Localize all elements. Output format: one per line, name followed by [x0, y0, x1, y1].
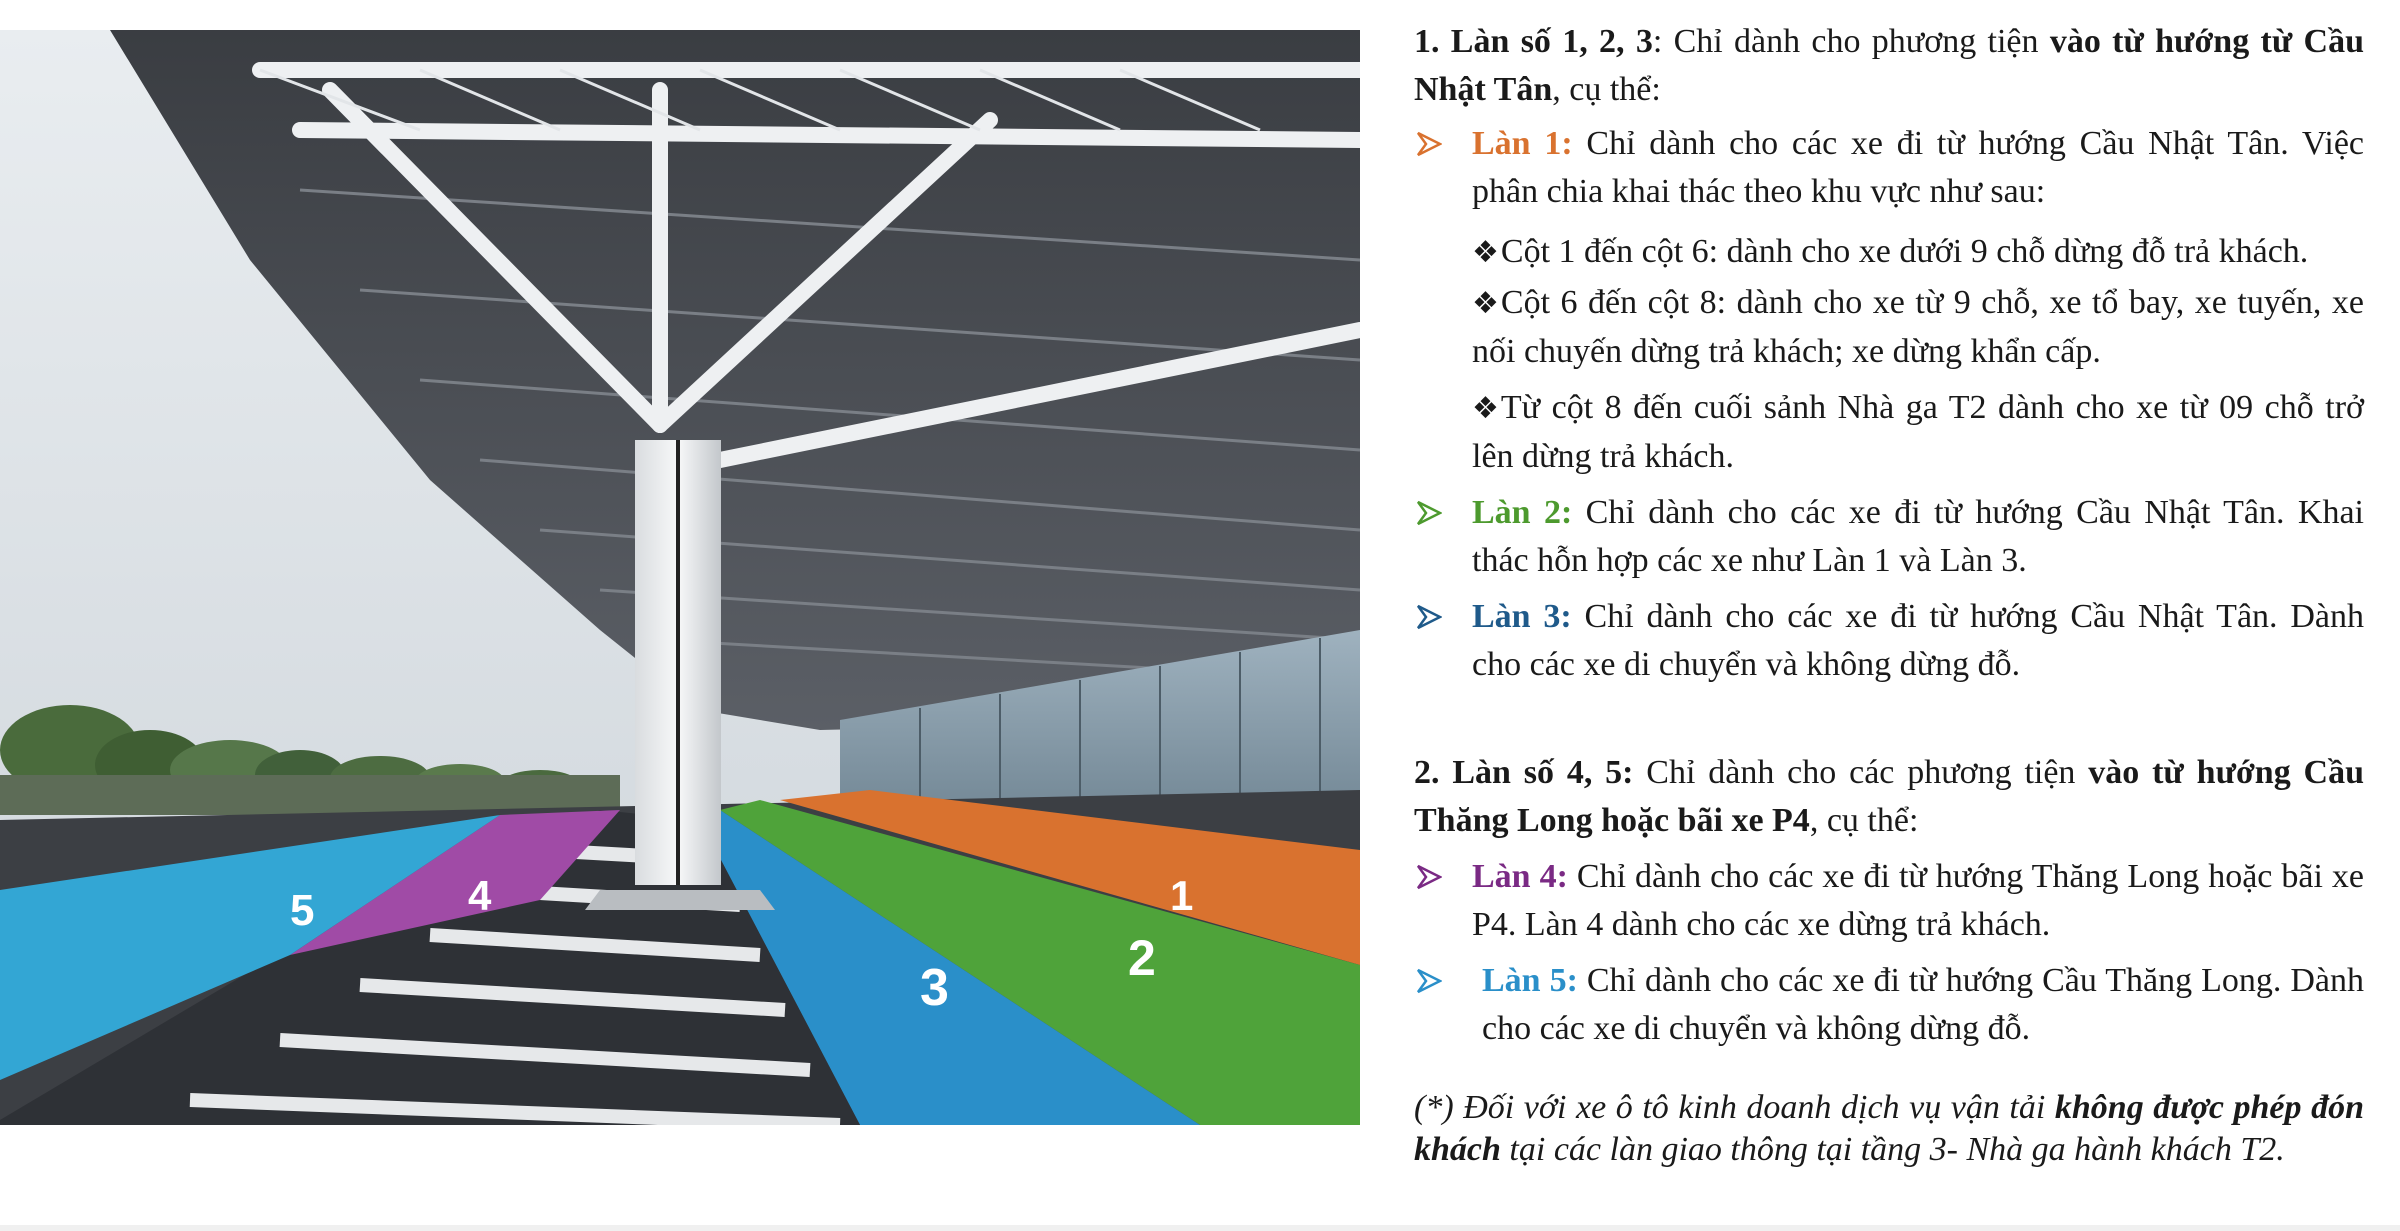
lane-1-sub-item: ❖Từ cột 8 đến cuối sảnh Nhà ga T2 dành cho xe từ 09 chỗ trở lên dừng trả khách. — [1414, 384, 2364, 481]
diamond-bullet-icon: ❖ — [1472, 391, 1499, 426]
lane-1-item — [1414, 120, 2364, 216]
lane-2-label: Làn 2: — [1472, 494, 1573, 531]
lane-number-4: 4 — [468, 872, 492, 919]
lane-rules-text — [1414, 18, 2364, 1171]
diamond-bullet-icon: ❖ — [1472, 235, 1499, 270]
lane-2-text: Chỉ dành cho các xe đi từ hướng Cầu Nhật Tân. Khai thác hỗn hợp các xe như Làn 1 và Làn 3. — [1472, 494, 2364, 579]
lane-number-3: 3 — [920, 959, 949, 1017]
photo-illustration — [0, 30, 1360, 1125]
lane-3-item — [1414, 593, 2364, 689]
lane-4-label: Làn 4: — [1472, 858, 1568, 895]
lane-5-label: Làn 5: — [1482, 962, 1578, 999]
lane-4-item — [1414, 853, 2364, 949]
arrow-bullet-icon — [1416, 499, 1442, 527]
lane-5-text: Chỉ dành cho các xe đi từ hướng Cầu Thăng Long. Dành cho các xe di chuyển và không dừng đỗ. — [1482, 962, 2364, 1047]
lane-5-item — [1414, 957, 2364, 1053]
lane-2-item — [1414, 489, 2364, 585]
lane-3-text: Chỉ dành cho các xe đi từ hướng Cầu Nhật Tân. Dành cho các xe di chuyển và không dừng đỗ. — [1472, 598, 2364, 683]
lane-1-sub-item: ❖Cột 6 đến cột 8: dành cho xe từ 9 chỗ, xe tổ bay, xe tuyến, xe nối chuyến dừng trả khách; xe dừng khẩn cấp. — [1414, 279, 2364, 376]
lane-number-2: 2 — [1128, 930, 1156, 986]
bottom-divider — [0, 1225, 2400, 1231]
arrow-bullet-icon — [1416, 130, 1442, 158]
lane-1-sub-item: ❖Cột 1 đến cột 6: dành cho xe dưới 9 chỗ dừng đỗ trả khách. — [1414, 228, 2364, 277]
lane-number-5: 5 — [290, 886, 315, 935]
lane-3-label: Làn 3: — [1472, 598, 1572, 635]
section-2-heading: 2. Làn số 4, 5: Chỉ dành cho các phương tiện vào từ hướng Cầu Thăng Long hoặc bãi xe P4, cụ thể: — [1414, 754, 2364, 839]
lane-4-text: Chỉ dành cho các xe đi từ hướng Thăng Long hoặc bãi xe P4. Làn 4 dành cho các xe dừng trả khách. — [1472, 858, 2364, 943]
terminal-lanes-photo — [0, 30, 1360, 1125]
arrow-bullet-icon — [1416, 863, 1442, 891]
lane-1-label: Làn 1: — [1472, 125, 1573, 162]
lane-number-1: 1 — [1170, 872, 1194, 919]
lane-1-text: Chỉ dành cho các xe đi từ hướng Cầu Nhật Tân. Việc phân chia khai thác theo khu vực như sau: — [1472, 125, 2364, 210]
arrow-bullet-icon — [1416, 967, 1442, 995]
arrow-bullet-icon — [1416, 603, 1442, 631]
diamond-bullet-icon: ❖ — [1472, 286, 1499, 321]
section-1-heading: 1. Làn số 1, 2, 3: Chỉ dành cho phương tiện vào từ hướng từ Cầu Nhật Tân, cụ thể: — [1414, 23, 2364, 108]
note-paragraph: (*) Đối với xe ô tô kinh doanh dịch vụ vận tải không được phép đón khách tại các làn giao thông tại tầng 3- Nhà ga hành khách T2. — [1414, 1089, 2364, 1168]
